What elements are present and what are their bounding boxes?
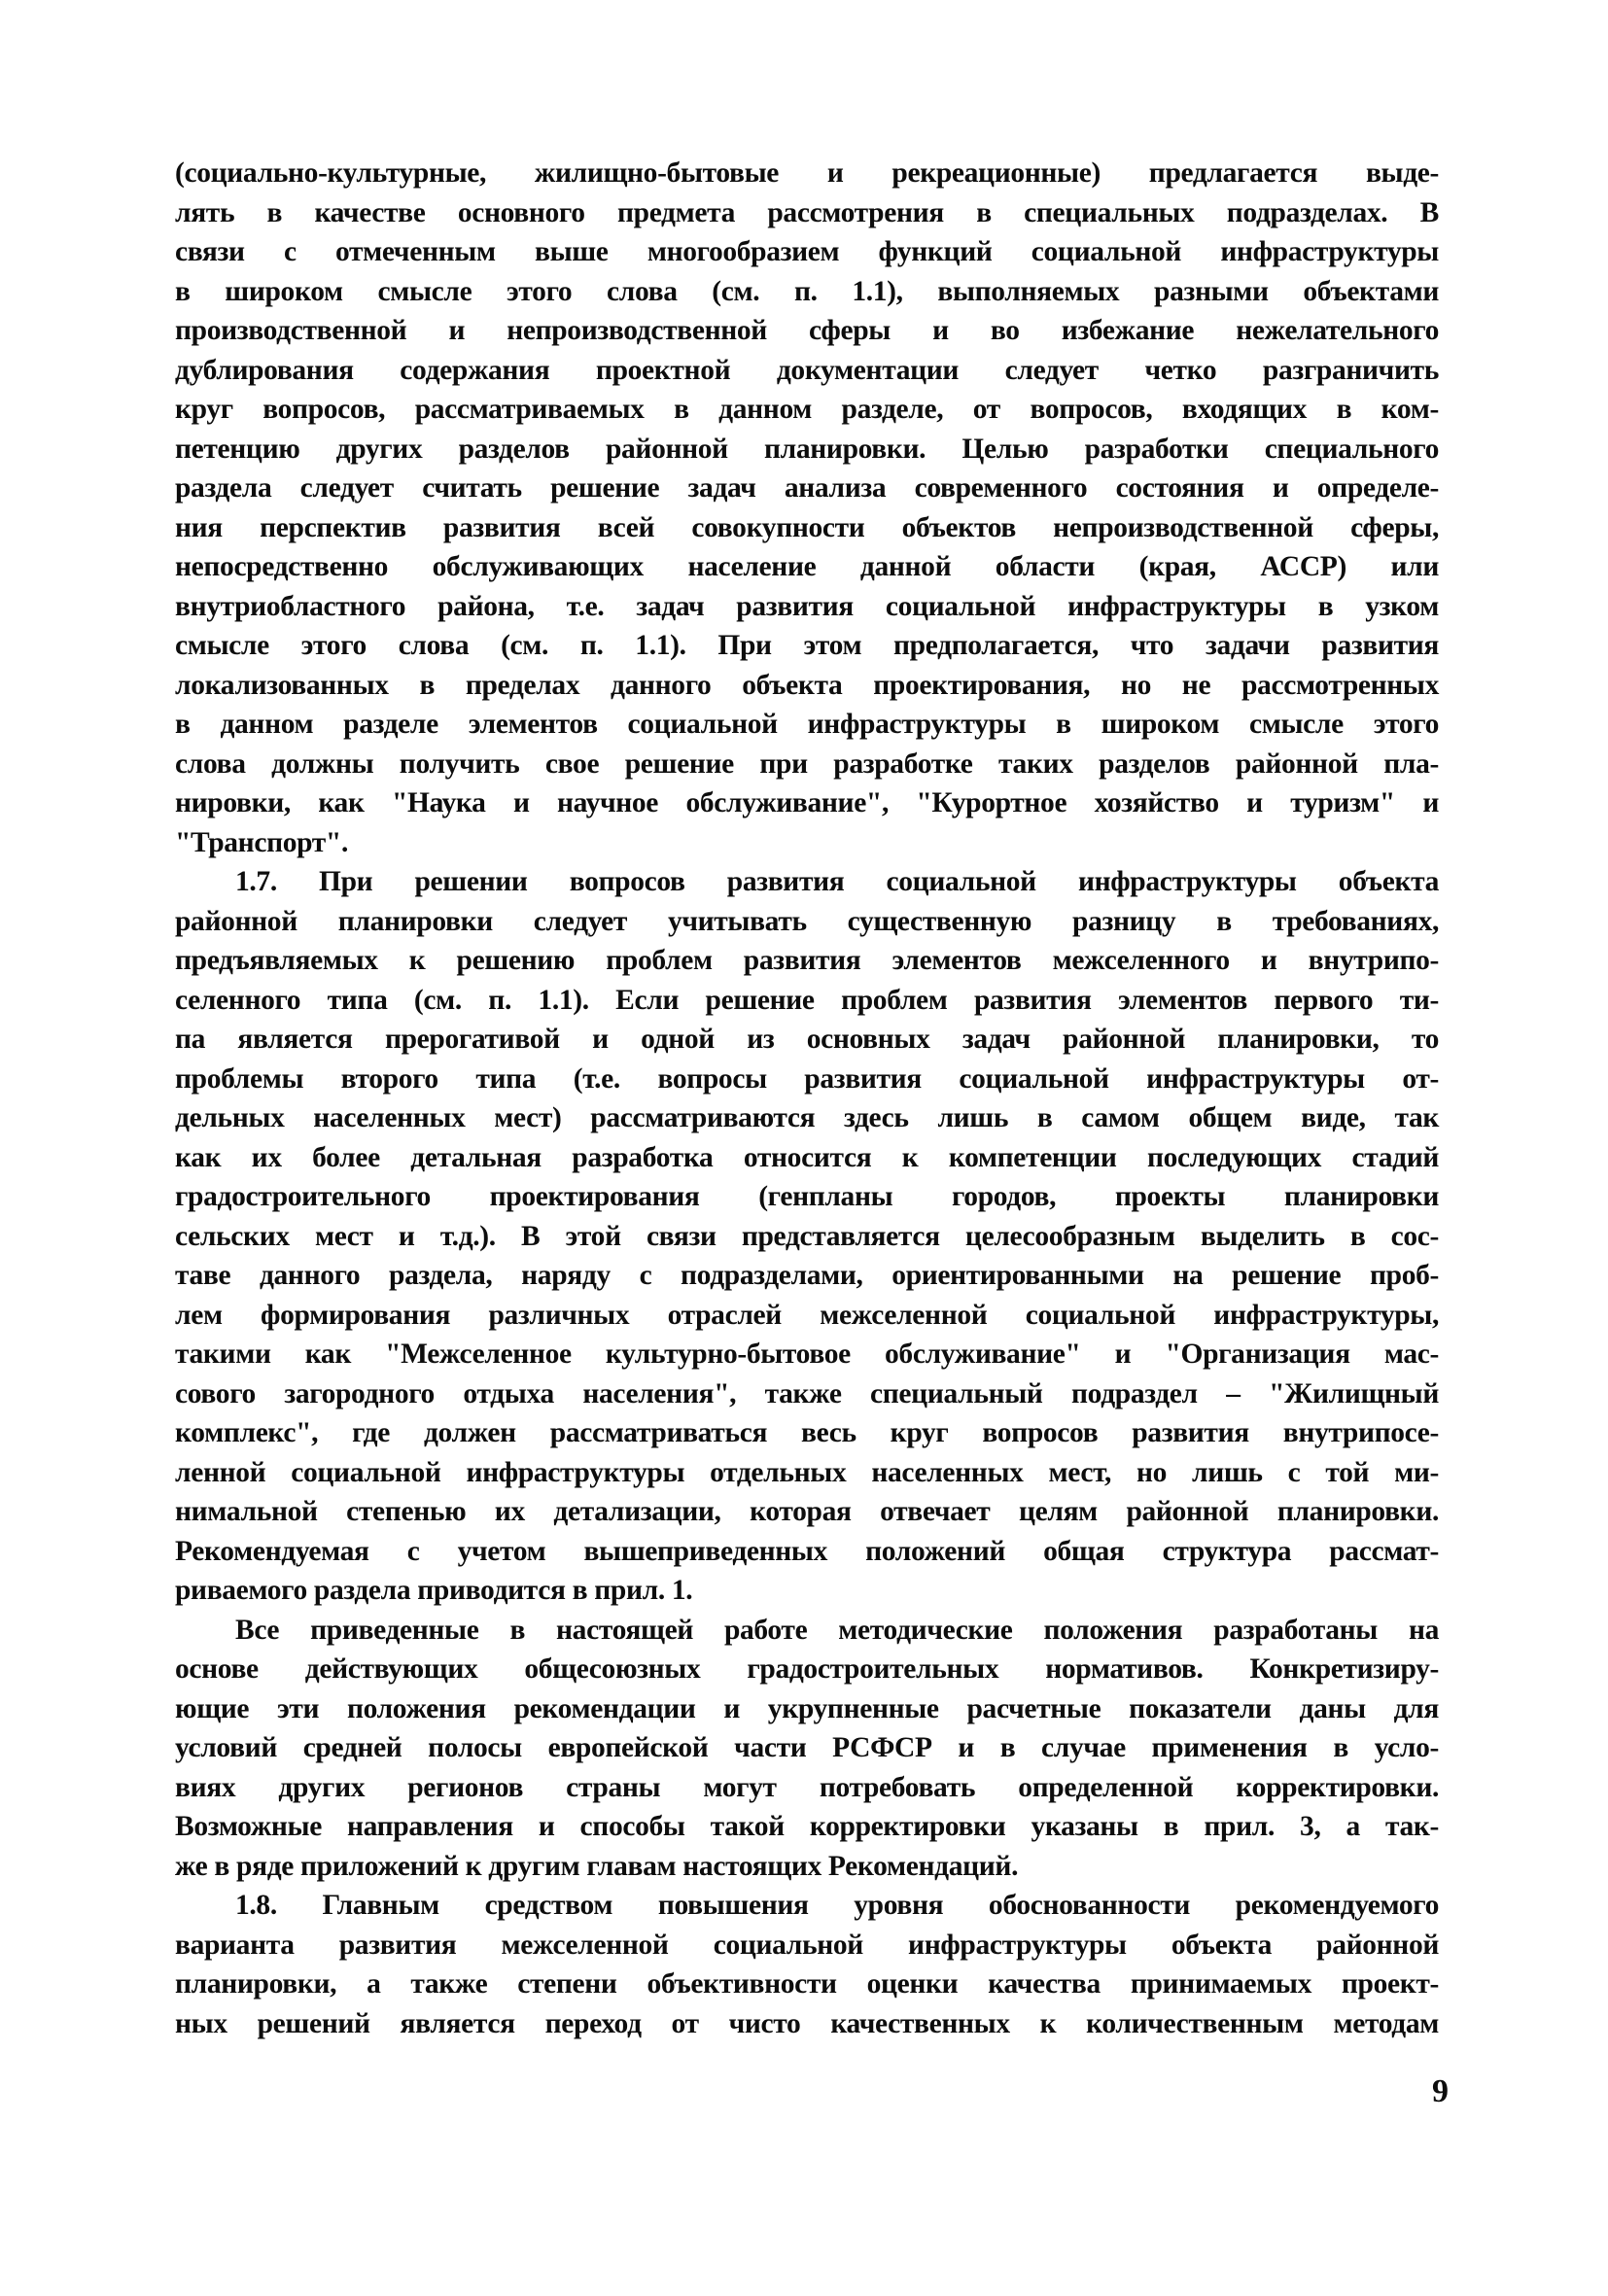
text-line: па является прерогативой и одной из основных задач районной планировки, то (175, 1024, 1439, 1055)
text-line: Возможные направления и способы такой корректировки указаны в прил. 3, а так- (175, 1811, 1439, 1842)
text-line: планировки, а также степени объективности оценки качества принимаемых проект- (175, 1968, 1439, 2000)
text-line: петенцию других разделов районной планировки. Целью разработки специального (175, 433, 1439, 465)
text-line: ных решений является переход от чисто качественных к количественным методам (175, 2007, 1439, 2039)
text-line: селенного типа (см. п. 1.1). Если решение проблем развития элементов первого ти- (175, 984, 1439, 1016)
text-line: сельских мест и т.д.). В этой связи представляется целесообразным выделить в сос- (175, 1220, 1439, 1252)
text-line: раздела следует считать решение задач анализа современного состояния и определе- (175, 472, 1439, 504)
text-line: связи с отмеченным выше многообразием функций социальной инфраструктуры (175, 236, 1439, 267)
text-line: "Транспорт". (175, 826, 348, 858)
text-line: же в ряде приложений к другим главам настоящих Рекомендаций. (175, 1850, 1019, 1882)
text-line: 1.7. При решении вопросов развития социальной инфраструктуры объекта (235, 866, 1439, 897)
text-line: в широком смысле этого слова (см. п. 1.1), выполняемых разными объектами (175, 275, 1439, 307)
text-line: нировки, как "Наука и научное обслуживание", "Курортное хозяйство и туризм" и (175, 787, 1439, 818)
text-line: лем формирования различных отраслей межселенной социальной инфраструктуры, (175, 1299, 1439, 1331)
text-line: локализованных в пределах данного объекта проектирования, но не рассмотренных (175, 669, 1439, 701)
text-line: ния перспектив развития всей совокупности объектов непроизводственной сферы, (175, 511, 1439, 543)
text-line: круг вопросов, рассматриваемых в данном разделе, от вопросов, входящих в ком- (175, 394, 1439, 425)
text-line: таве данного раздела, наряду с подразделами, ориентированными на решение проб- (175, 1260, 1439, 1291)
text-line: градостроительного проектирования (генпланы городов, проекты планировки (175, 1181, 1439, 1212)
text-line: виях других регионов страны могут потребовать определенной корректировки. (175, 1771, 1439, 1803)
text-line: Рекомендуемая с учетом вышеприведенных положений общая структура рассмат- (175, 1535, 1439, 1567)
text-line: смысле этого слова (см. п. 1.1). При этом предполагается, что задачи развития (175, 630, 1439, 661)
text-line: 1.8. Главным средством повышения уровня обоснованности рекомендуемого (235, 1890, 1439, 1921)
text-line: предъявляемых к решению проблем развития элементов межселенного и внутрипо- (175, 945, 1439, 976)
text-line: нимальной степенью их детализации, которая отвечает целям районной планировки. (175, 1496, 1439, 1527)
text-line: Все приведенные в настоящей работе методические положения разработаны на (235, 1614, 1439, 1646)
text-line: риваемого раздела приводится в прил. 1. (175, 1575, 693, 1606)
text-line: такими как "Межселенное культурно-бытовое обслуживание" и "Организация мас- (175, 1339, 1439, 1370)
text-line: основе действующих общесоюзных градостроительных нормативов. Конкретизиру- (175, 1653, 1439, 1685)
text-line: ющие эти положения рекомендации и укрупненные расчетные показатели даны для (175, 1692, 1439, 1724)
page-number: 9 (1432, 2073, 1449, 2109)
text-line: сового загородного отдыха населения", также специальный подраздел – "Жилищный (175, 1377, 1439, 1409)
text-line: дублирования содержания проектной документации следует четко разграничить (175, 354, 1439, 386)
text-line: дельных населенных мест) рассматриваются здесь лишь в самом общем виде, так (175, 1102, 1439, 1133)
page-body (175, 154, 1439, 2043)
text-line: в данном разделе элементов социальной инфраструктуры в широком смысле этого (175, 709, 1439, 740)
text-line: производственной и непроизводственной сферы и во избежание нежелательного (175, 315, 1439, 346)
text-line: комплекс", где должен рассматриваться весь круг вопросов развития внутрипосе- (175, 1417, 1439, 1448)
text-line: районной планировки следует учитывать существенную разницу в требованиях, (175, 905, 1439, 937)
text-line: условий средней полосы европейской части РСФСР и в случае применения в усло- (175, 1732, 1439, 1763)
text-line: лять в качестве основного предмета рассмотрения в специальных подразделах. В (175, 196, 1439, 228)
text-line: слова должны получить свое решение при разработке таких разделов районной пла- (175, 748, 1439, 780)
text-line: внутриобластного района, т.е. задач развития социальной инфраструктуры в узком (175, 590, 1439, 622)
text-line: (социально-культурные, жилищно-бытовые и рекреационные) предлагается выде- (175, 157, 1439, 189)
text-line: ленной социальной инфраструктуры отдельных населенных мест, но лишь с той ми- (175, 1456, 1439, 1488)
text-line: непосредственно обслуживающих население данной области (края, АССР) или (175, 551, 1439, 582)
text-line: как их более детальная разработка относится к компетенции последующих стадий (175, 1141, 1439, 1173)
text-line: проблемы второго типа (т.е. вопросы развития социальной инфраструктуры от- (175, 1062, 1439, 1095)
text-line: варианта развития межселенной социальной инфраструктуры объекта районной (175, 1929, 1439, 1961)
